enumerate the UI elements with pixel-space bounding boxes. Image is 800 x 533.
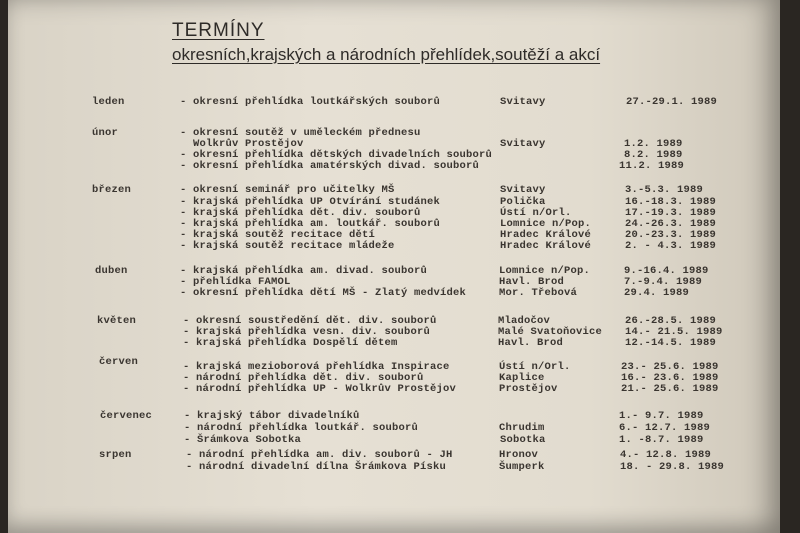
event-place: Svitavy [500,184,546,196]
event-description: Wolkrův Prostějov [180,138,304,150]
event-place: Mladočov [498,315,551,327]
event-date: 1. -8.7. 1989 [619,434,704,446]
event-description: - národní přehlídka UP - Wolkrův Prostějov [183,383,457,395]
event-place: Sobotka [500,434,546,446]
event-date: 6.- 12.7. 1989 [619,422,711,434]
month-label: březen [92,184,132,196]
event-description: - krajská přehlídka am. divad. souborů [180,265,428,277]
event-date: 3.-5.3. 1989 [625,184,704,196]
event-description: - národní přehlídka am. div. souborů - JH [186,449,453,461]
event-date: 26.-28.5. 1989 [625,315,717,327]
event-date: 29.4. 1989 [624,287,690,299]
event-place: Kaplice [499,372,545,384]
event-description: - okresní soutěž v uměleckém přednesu [180,127,421,139]
event-place: Svitavy [500,138,546,150]
event-date: 16.- 23.6. 1989 [621,372,719,384]
event-description: - okresní přehlídka dětských divadelních souborů [180,149,493,161]
event-date: 8.2. 1989 [624,149,683,161]
month-label: únor [92,127,119,139]
event-date: 18. - 29.8. 1989 [620,461,725,473]
event-place: Lomnice n/Pop. [499,265,591,277]
event-date: 12.-14.5. 1989 [625,337,717,349]
event-description: - okresní přehlídka dětí MŠ - Zlatý medvídek [180,287,467,299]
event-place: Havl. Brod [498,337,564,349]
event-date: 17.-19.3. 1989 [625,207,717,219]
event-description: - krajská mezioborová přehlídka Inspirace [183,361,450,373]
event-place: Svitavy [500,96,546,108]
event-date: 2. - 4.3. 1989 [625,240,717,252]
event-description: - národní přehlídka dět. div. souborů [183,372,424,384]
event-date: 4.- 12.8. 1989 [620,449,712,461]
month-label: leden [92,96,125,108]
event-date: 9.-16.4. 1989 [624,265,709,277]
event-description: - krajská přehlídka dět. div. souborů [180,207,421,219]
event-place: Chrudim [499,422,545,434]
event-date: 23.- 25.6. 1989 [621,361,719,373]
month-label: květen [97,315,137,327]
document-subtitle: okresních,krajských a národních přehlídek,soutěží a akcí [172,45,601,64]
event-date: 1.- 9.7. 1989 [619,410,704,422]
event-date: 1.2. 1989 [624,138,683,150]
event-description: - krajská soutěž recitace dětí [180,229,376,241]
event-place: Hradec Králové [500,240,592,252]
event-description: - okresní soustředění dět. div. souborů [183,315,437,327]
event-place: Lomnice n/Pop. [500,218,592,230]
event-place: Hradec Králové [500,229,592,241]
event-description: - národní přehlídka loutkář. souborů [184,422,419,434]
event-description: - národní divadelní dílna Šrámkova Písku [186,461,447,473]
event-date: 14.- 21.5. 1989 [625,326,723,338]
month-label: srpen [99,449,132,461]
event-description: - okresní seminář pro učitelky MŠ [180,184,395,196]
event-description: - krajský tábor divadelníků [184,410,360,422]
event-date: 16.-18.3. 1989 [625,196,717,208]
event-description: - okresní přehlídka loutkářských souborů [180,96,441,108]
event-place: Malé Svatoňovice [498,326,603,338]
event-description: - krajská přehlídka Dospělí dětem [183,337,398,349]
event-description: - okresní přehlídka amatérských divad. souborů [180,160,480,172]
event-description: - krajská soutěž recitace mládeže [180,240,395,252]
event-place: Mor. Třebová [499,287,578,299]
event-place: Polička [500,196,546,208]
month-label: červenec [100,410,153,422]
event-place: Havl. Brod [499,276,565,288]
event-place: Ústí n/Orl. [499,361,571,373]
event-description: - přehlídka FAMOL [180,276,291,288]
month-label: duben [95,265,128,277]
month-label: červen [99,356,139,368]
event-description: - krajská přehlídka vesn. div. souborů [183,326,431,338]
event-date: 27.-29.1. 1989 [626,96,718,108]
event-place: Ústí n/Orl. [500,207,572,219]
event-date: 7.-9.4. 1989 [624,276,703,288]
event-date: 24.-26.3. 1989 [625,218,717,230]
event-description: - krajská přehlídka UP Otvírání studánek [180,196,441,208]
document-title: TERMÍNY [172,20,265,41]
event-date: 20.-23.3. 1989 [625,229,717,241]
event-date: 21.- 25.6. 1989 [621,383,719,395]
event-description: - krajská přehlídka am. loutkář. souborů [180,218,441,230]
event-place: Hronov [499,449,539,461]
event-place: Šumperk [499,461,545,473]
event-place: Prostějov [499,383,558,395]
event-description: - Šrámkova Sobotka [184,434,302,446]
event-date: 11.2. 1989 [619,160,685,172]
